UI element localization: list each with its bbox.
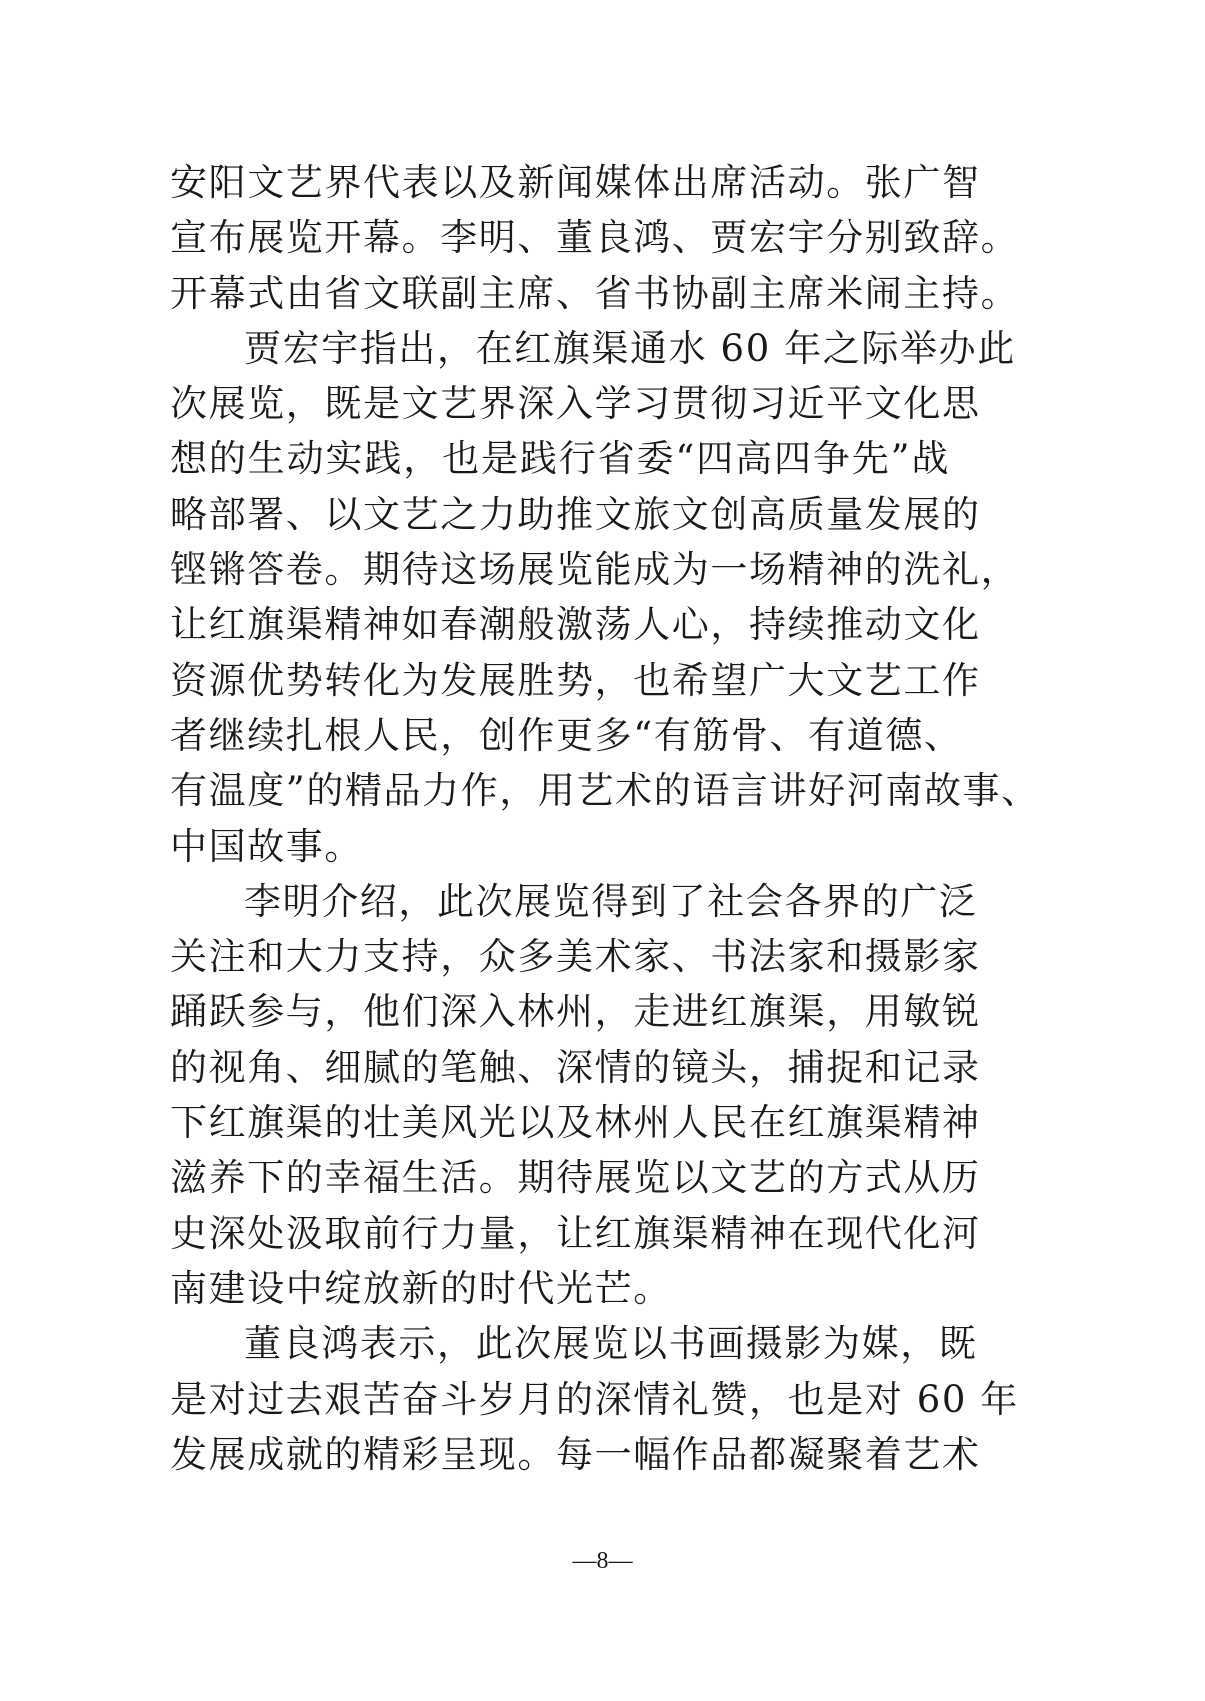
text-line: 史深处汲取前行力量，让红旗渠精神在现代化河 <box>170 1211 981 1255</box>
page-number: —8— <box>572 1548 633 1574</box>
text-line: 发展成就的精彩呈现。每一幅作品都凝聚着艺术 <box>170 1432 981 1476</box>
text-line: 者继续扎根人民，创作更多“有筋骨、有道德、 <box>170 713 963 757</box>
text-line: 资源优势转化为发展胜势，也希望广大文艺工作 <box>170 658 981 702</box>
paragraph-start-line: 贾宏宇指出，在红旗渠通水 60 年之际举办此 <box>244 326 1016 370</box>
text-line: 下红旗渠的壮美风光以及林州人民在红旗渠精神 <box>170 1101 981 1145</box>
text-line: 有温度”的精品力作，用艺术的语言讲好河南故事、 <box>170 769 1040 813</box>
text-line: 是对过去艰苦奋斗岁月的深情礼赞，也是对 60 年 <box>170 1377 1020 1421</box>
text-line: 次展览，既是文艺界深入学习贯彻习近平文化思 <box>170 382 981 426</box>
paragraph-end-line: 中国故事。 <box>170 824 363 868</box>
text-line: 铿锵答卷。期待这场展览能成为一场精神的洗礼， <box>170 548 1020 592</box>
paragraph-start-line: 董良鸿表示，此次展览以书画摄影为媒，既 <box>244 1322 978 1366</box>
text-line: 关注和大力支持，众多美术家、书法家和摄影家 <box>170 935 981 979</box>
text-line: 想的生动实践，也是践行省委“四高四争先”战 <box>170 437 950 481</box>
text-line: 开幕式由省文联副主席、省书协副主席米闹主持。 <box>170 271 1020 315</box>
text-line: 滋养下的幸福生活。期待展览以文艺的方式从历 <box>170 1156 981 1200</box>
body-text <box>170 155 1040 1482</box>
paragraph-start-line: 李明介绍，此次展览得到了社会各界的广泛 <box>244 879 978 923</box>
text-line: 踊跃参与，他们深入林州，走进红旗渠，用敏锐 <box>170 990 981 1034</box>
text-line: 的视角、细腻的笔触、深情的镜头，捕捉和记录 <box>170 1045 981 1089</box>
paragraph-end-line: 南建设中绽放新的时代光芒。 <box>170 1266 672 1310</box>
text-line: 宣布展览开幕。李明、董良鸿、贾宏宇分别致辞。 <box>170 216 1020 260</box>
text-line: 让红旗渠精神如春潮般激荡人心，持续推动文化 <box>170 603 981 647</box>
text-line: 安阳文艺界代表以及新闻媒体出席活动。张广智 <box>170 161 981 204</box>
text-line: 略部署、以文艺之力助推文旅文创高质量发展的 <box>170 492 981 536</box>
